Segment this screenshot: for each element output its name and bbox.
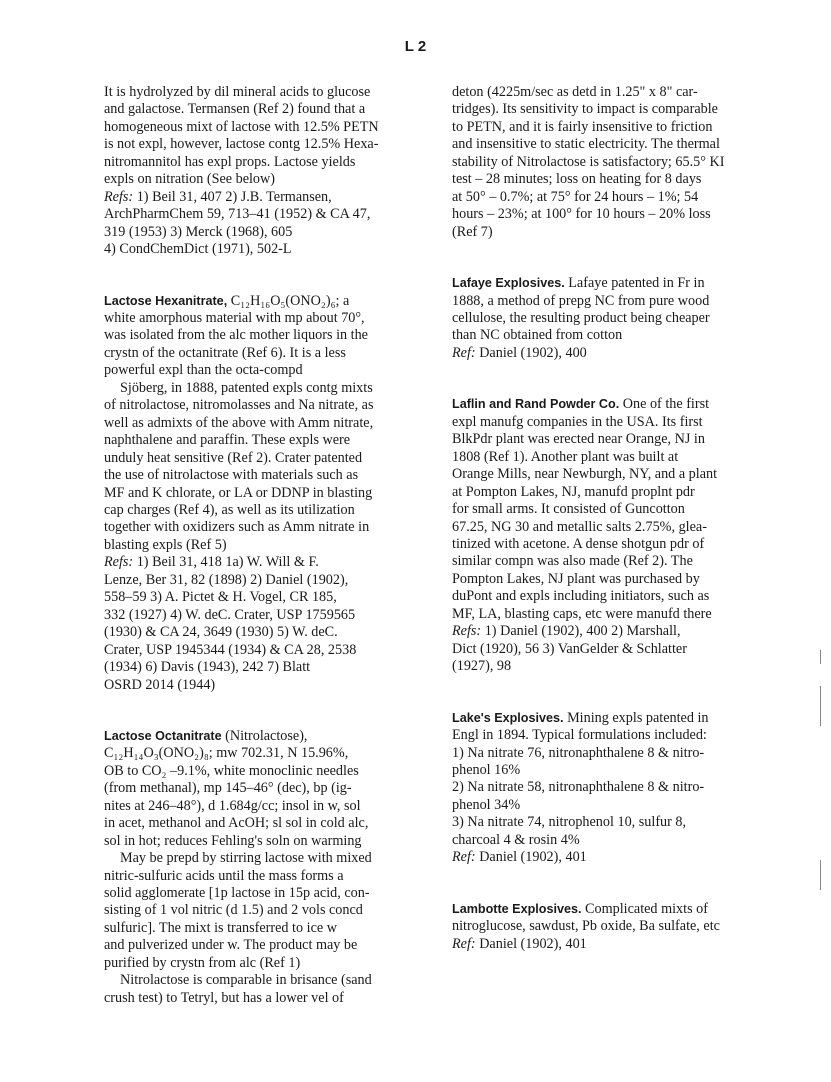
text-line: tinized with acetone. A dense shotgun pdr of bbox=[452, 535, 705, 552]
text-line: nitromannitol has expl props. Lactose yields bbox=[104, 153, 356, 170]
scan-mark bbox=[820, 860, 821, 890]
scan-mark bbox=[820, 650, 821, 664]
refs-label: Refs: bbox=[104, 554, 134, 571]
text-line: sisting of 1 vol nitric (d 1.5) and 2 vols concd bbox=[104, 902, 363, 919]
section-gap bbox=[452, 867, 748, 901]
text-line: blasting expls (Ref 5) bbox=[104, 536, 227, 553]
ref-text: Daniel (1902), 401 bbox=[475, 935, 587, 952]
entry-text: Lafaye patented in Fr in bbox=[564, 275, 705, 292]
refs-line bbox=[452, 623, 748, 640]
ref-label: Ref: bbox=[452, 344, 476, 361]
text-line: at Pompton Lakes, NJ, manufd proplnt pdr bbox=[452, 483, 695, 500]
text-line: 67.25, NG 30 and metallic salts 2.75%, glea- bbox=[452, 518, 707, 535]
text-line: in acet, methanol and AcOH; sl sol in cold alc, bbox=[104, 815, 369, 832]
refs-line bbox=[452, 936, 748, 953]
text-line: expl manufg companies in the USA. Its first bbox=[452, 413, 703, 430]
text-line: MF and K chlorate, or LA or DDNP in blasting bbox=[104, 484, 373, 501]
refs-label: Refs: bbox=[452, 623, 482, 640]
text-line: than NC obtained from cotton bbox=[452, 327, 623, 344]
refs-line: (1927), 98 bbox=[452, 658, 512, 675]
entry-first-line bbox=[452, 275, 748, 292]
entry-heading: Lactose Octanitrate bbox=[104, 728, 222, 743]
text-line: Nitrolactose is comparable in brisance (sand bbox=[120, 972, 372, 989]
left-column bbox=[104, 84, 404, 1007]
entry-text: Mining expls patented in bbox=[563, 709, 709, 726]
entry-first-line bbox=[452, 396, 748, 413]
entry-lactose-hexanitrate bbox=[104, 293, 404, 694]
text-line: cellulose, the resulting product being cheaper bbox=[452, 309, 710, 326]
entry-text: Complicated mixts of bbox=[581, 900, 708, 917]
entry-heading: Laflin and Rand Powder Co. bbox=[452, 397, 620, 412]
text-line: together with oxidizers such as Amm nitrate in bbox=[104, 519, 370, 536]
refs-line: Dict (1920), 56 3) VanGelder & Schlatter bbox=[452, 640, 687, 657]
refs-line bbox=[104, 189, 404, 206]
text-line: and insensitive to static electricity. The thermal bbox=[452, 136, 720, 153]
text-line: for small arms. It consisted of Guncotton bbox=[452, 501, 685, 518]
refs-line: 332 (1927) 4) W. deC. Crater, USP 1759565 bbox=[104, 606, 356, 623]
text-line: Pompton Lakes, NJ plant was purchased by bbox=[452, 570, 700, 587]
text-line: test – 28 minutes; loss on heating for 8 days bbox=[452, 171, 702, 188]
text-line: phenol 16% bbox=[452, 761, 521, 778]
refs-line: 319 (1953) 3) Merck (1968), 605 bbox=[104, 223, 293, 240]
text-line: It is hydrolyzed by dil mineral acids to glucose bbox=[104, 84, 371, 100]
text-line: nitroglucose, sawdust, Pb oxide, Ba sulfate, etc bbox=[452, 918, 720, 935]
text-line: is not expl, however, lactose contg 12.5% Hexa- bbox=[104, 136, 379, 153]
section-gap bbox=[452, 676, 748, 710]
entry-heading: Lafaye Explosives. bbox=[452, 276, 565, 291]
text-line: phenol 34% bbox=[452, 796, 521, 813]
text-line: BlkPdr plant was erected near Orange, NJ in bbox=[452, 431, 705, 448]
ref-text: Daniel (1902), 401 bbox=[475, 849, 587, 866]
refs-line bbox=[104, 554, 404, 571]
ref-label: Ref: bbox=[452, 935, 476, 952]
section-gap bbox=[104, 259, 404, 293]
text-line: expls on nitration (See below) bbox=[104, 171, 275, 188]
refs-line: 4) CondChemDict (1971), 502-L bbox=[104, 241, 292, 258]
entry-heading: Lake's Explosives. bbox=[452, 710, 564, 725]
text-line: Orange Mills, near Newburgh, NY, and a plant bbox=[452, 466, 718, 483]
text-line: deton (4225m/sec as detd in 1.25" x 8" car- bbox=[452, 84, 698, 100]
text-line: 3) Na nitrate 74, nitrophenol 10, sulfur 8, bbox=[452, 814, 687, 831]
text-line: tridges). Its sensitivity to impact is comparable bbox=[452, 101, 718, 118]
text-line: similar compn was also made (Ref 2). The bbox=[452, 553, 693, 570]
formula: C₁₂H₁₆O₅(ONO₂)₆; a bbox=[227, 292, 350, 309]
page-label: L 2 bbox=[404, 38, 427, 55]
entry-lakes-explosives bbox=[452, 710, 748, 867]
text-line: white amorphous material with mp about 70°, bbox=[104, 309, 365, 326]
right-column bbox=[452, 84, 748, 953]
scan-mark bbox=[820, 686, 821, 726]
text-line: charcoal 4 & rosin 4% bbox=[452, 831, 580, 848]
section-gap bbox=[104, 694, 404, 728]
text-line: to PETN, and it is fairly insensitive to friction bbox=[452, 118, 713, 135]
text-line: unduly heat sensitive (Ref 2). Crater patented bbox=[104, 449, 363, 466]
text-line: (from methanal), mp 145–46° (dec), bp (ig- bbox=[104, 780, 352, 797]
entry-lactose-octanitrate bbox=[104, 728, 404, 1007]
entry-lambotte-explosives bbox=[452, 901, 748, 953]
text-line: and galactose. Termansen (Ref 2) found that a bbox=[104, 101, 366, 118]
refs-text: 1) Beil 31, 407 2) J.B. Termansen, bbox=[133, 188, 332, 205]
entry-heading: Lambotte Explosives. bbox=[452, 901, 582, 916]
octanitrate-continuation bbox=[452, 84, 748, 241]
entry-first-line bbox=[452, 710, 748, 727]
text-line: well as admixts of the above with Amm nitrate, bbox=[104, 414, 374, 431]
text-line: purified by crystn from alc (Ref 1) bbox=[104, 954, 301, 971]
refs-line: Crater, USP 1945344 (1934) & CA 28, 2538 bbox=[104, 641, 357, 658]
section-gap bbox=[452, 362, 748, 396]
entry-first-line bbox=[104, 293, 404, 310]
entry-text: One of the first bbox=[619, 396, 710, 413]
lactose-continuation bbox=[104, 84, 404, 259]
text-line: was isolated from the alc mother liquors in the bbox=[104, 327, 368, 344]
text-line: Engl in 1894. Typical formulations included: bbox=[452, 727, 707, 744]
text-line: the use of nitrolactose with materials such as bbox=[104, 467, 359, 484]
text-line: MF, LA, blasting caps, etc were manufd there bbox=[452, 605, 712, 622]
text-line: (Ref 7) bbox=[452, 223, 493, 240]
text-line: 1) Na nitrate 76, nitronaphthalene 8 & nitro- bbox=[452, 744, 705, 761]
ref-label: Ref: bbox=[452, 849, 476, 866]
text-line: stability of Nitrolactose is satisfactory; 65.5° KI bbox=[452, 153, 725, 170]
ref-text: Daniel (1902), 400 bbox=[475, 344, 587, 361]
section-gap bbox=[452, 241, 748, 275]
text-line: sol in hot; reduces Fehling's soln on warming bbox=[104, 832, 362, 849]
refs-line: 558–59 3) A. Pictet & H. Vogel, CR 185, bbox=[104, 589, 337, 606]
text-line: duPont and expls including initiators, such as bbox=[452, 588, 710, 605]
text-line: powerful expl than the octa-compd bbox=[104, 362, 303, 379]
text-line: 2) Na nitrate 58, nitronaphthalene 8 & nitro- bbox=[452, 779, 705, 796]
text-line: sulfuric]. The mixt is transferred to ice w bbox=[104, 919, 337, 936]
refs-text: 1) Beil 31, 418 1a) W. Will & F. bbox=[133, 554, 319, 571]
refs-line: Lenze, Ber 31, 82 (1898) 2) Daniel (1902), bbox=[104, 571, 349, 588]
entry-heading-rest: (Nitrolactose), bbox=[221, 727, 308, 744]
text-line: naphthalene and paraffin. These expls were bbox=[104, 432, 351, 449]
text-line: OB to CO₂ –9.1%, white monoclinic needles bbox=[104, 762, 359, 779]
text-line: nites at 246–48°), d 1.684g/cc; insol in w, sol bbox=[104, 797, 361, 814]
entry-first-line bbox=[452, 901, 748, 918]
text-line: cap charges (Ref 4), as well as its utilization bbox=[104, 501, 355, 518]
entry-heading: Lactose Hexanitrate, bbox=[104, 293, 228, 308]
refs-line bbox=[452, 849, 748, 866]
refs-line: (1934) 6) Davis (1943), 242 7) Blatt bbox=[104, 659, 311, 676]
refs-line: OSRD 2014 (1944) bbox=[104, 676, 216, 693]
text-line: of nitrolactose, nitromolasses and Na nitrate, as bbox=[104, 397, 374, 414]
text-line: C₁₂H₁₄O₃(ONO₂)₈; mw 702.31, N 15.96%, bbox=[104, 745, 349, 762]
refs-text: 1) Daniel (1902), 400 2) Marshall, bbox=[481, 623, 681, 640]
text-line: hours – 23%; at 100° for 10 hours – 20% loss bbox=[452, 206, 711, 223]
text-line: Sjöberg, in 1888, patented expls contg mixts bbox=[120, 379, 373, 396]
entry-first-line bbox=[104, 728, 404, 745]
text-line: nitric-sulfuric acids until the mass forms a bbox=[104, 867, 344, 884]
entry-lafaye-explosives bbox=[452, 275, 748, 362]
refs-label: Refs: bbox=[104, 188, 134, 205]
text-line: 1888, a method of prepg NC from pure wood bbox=[452, 292, 710, 309]
text-line: 1808 (Ref 1). Another plant was built at bbox=[452, 448, 679, 465]
refs-line bbox=[452, 345, 748, 362]
refs-line: (1930) & CA 24, 3649 (1930) 5) W. deC. bbox=[104, 624, 338, 641]
text-line: at 50° – 0.7%; at 75° for 24 hours – 1%; 54 bbox=[452, 188, 699, 205]
text-line: May be prepd by stirring lactose with mixed bbox=[120, 850, 372, 867]
refs-line: ArchPharmChem 59, 713–41 (1952) & CA 47, bbox=[104, 206, 371, 223]
entry-laflin-rand bbox=[452, 396, 748, 675]
text-line: and pulverized under w. The product may be bbox=[104, 937, 358, 954]
text-line: homogeneous mixt of lactose with 12.5% PETN bbox=[104, 118, 379, 135]
text-line: crystn of the octanitrate (Ref 6). It is a less bbox=[104, 344, 346, 361]
text-line: crush test) to Tetryl, but has a lower vel of bbox=[104, 989, 344, 1006]
text-line: solid agglomerate [1p lactose in 15p acid, con- bbox=[104, 885, 370, 902]
